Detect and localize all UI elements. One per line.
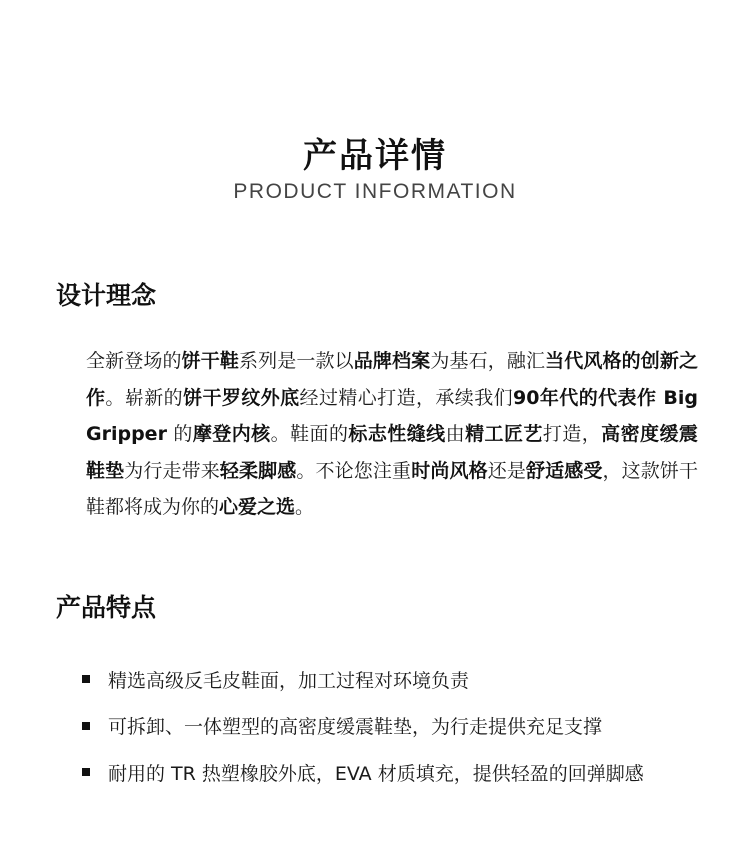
emphasis-text: 轻柔脚感 — [219, 459, 297, 482]
feature-list — [82, 656, 722, 796]
emphasis-text: 精工匠艺 — [465, 423, 543, 445]
feature-text: 耐用的 TR 热塑橡胶外底，EVA 材质填充，提供轻盈的回弹脚感 — [108, 762, 644, 785]
design-section-title: 设计理念 — [56, 281, 157, 310]
page-subtitle: PRODUCT INFORMATION — [233, 180, 517, 203]
body-text: 打造， — [542, 423, 602, 445]
square-bullet-icon — [82, 722, 90, 730]
square-bullet-icon — [82, 768, 90, 776]
emphasis-text: 标志性缝线 — [348, 423, 446, 445]
design-paragraph — [86, 343, 698, 526]
emphasis-text: 舒适感受 — [525, 459, 603, 482]
emphasis-text: 摩登内核 — [192, 423, 271, 445]
body-text: 。鞋面的 — [270, 423, 349, 445]
emphasis-text: 当代风格的创新之作 — [86, 350, 698, 409]
body-text: ，这款饼干鞋都将成为你的 — [86, 459, 698, 518]
body-text: 的 — [166, 423, 193, 445]
emphasis-text: 时尚风格 — [411, 459, 488, 482]
page-title: 产品详情 — [303, 136, 447, 176]
body-text: 为基石，融汇 — [430, 350, 546, 372]
emphasis-text: 品牌档案 — [353, 350, 431, 372]
body-text: 。不论您注重 — [296, 459, 412, 482]
square-bullet-icon — [82, 675, 90, 683]
feature-text: 可拆卸、一体塑型的高密度缓震鞋垫，为行走提供充足支撑 — [108, 716, 603, 739]
body-text: 。 — [295, 496, 315, 518]
emphasis-text: 饼干鞋 — [181, 350, 240, 372]
emphasis-text: 90年代的代表作 Big Gripper — [86, 386, 698, 445]
body-text: 还是 — [487, 459, 526, 482]
body-text: 全新登场的 — [86, 350, 182, 372]
feature-text: 精选高级反毛皮鞋面，加工过程对环境负责 — [108, 669, 470, 692]
body-text: 。崭新的 — [105, 386, 184, 409]
body-text: 由 — [445, 423, 466, 445]
features-section-title: 产品特点 — [56, 593, 157, 622]
emphasis-text: 高密度缓震鞋垫 — [86, 423, 698, 482]
emphasis-text: 心爱之选 — [219, 496, 296, 518]
feature-item — [82, 703, 722, 750]
emphasis-text: 饼干罗纹外底 — [183, 386, 300, 409]
body-text: 经过精心打造，承续我们 — [299, 386, 514, 409]
feature-item — [82, 656, 722, 703]
body-text: 系列是一款以 — [239, 350, 354, 372]
body-text: 为行走带来 — [124, 459, 220, 482]
feature-item — [82, 749, 722, 796]
